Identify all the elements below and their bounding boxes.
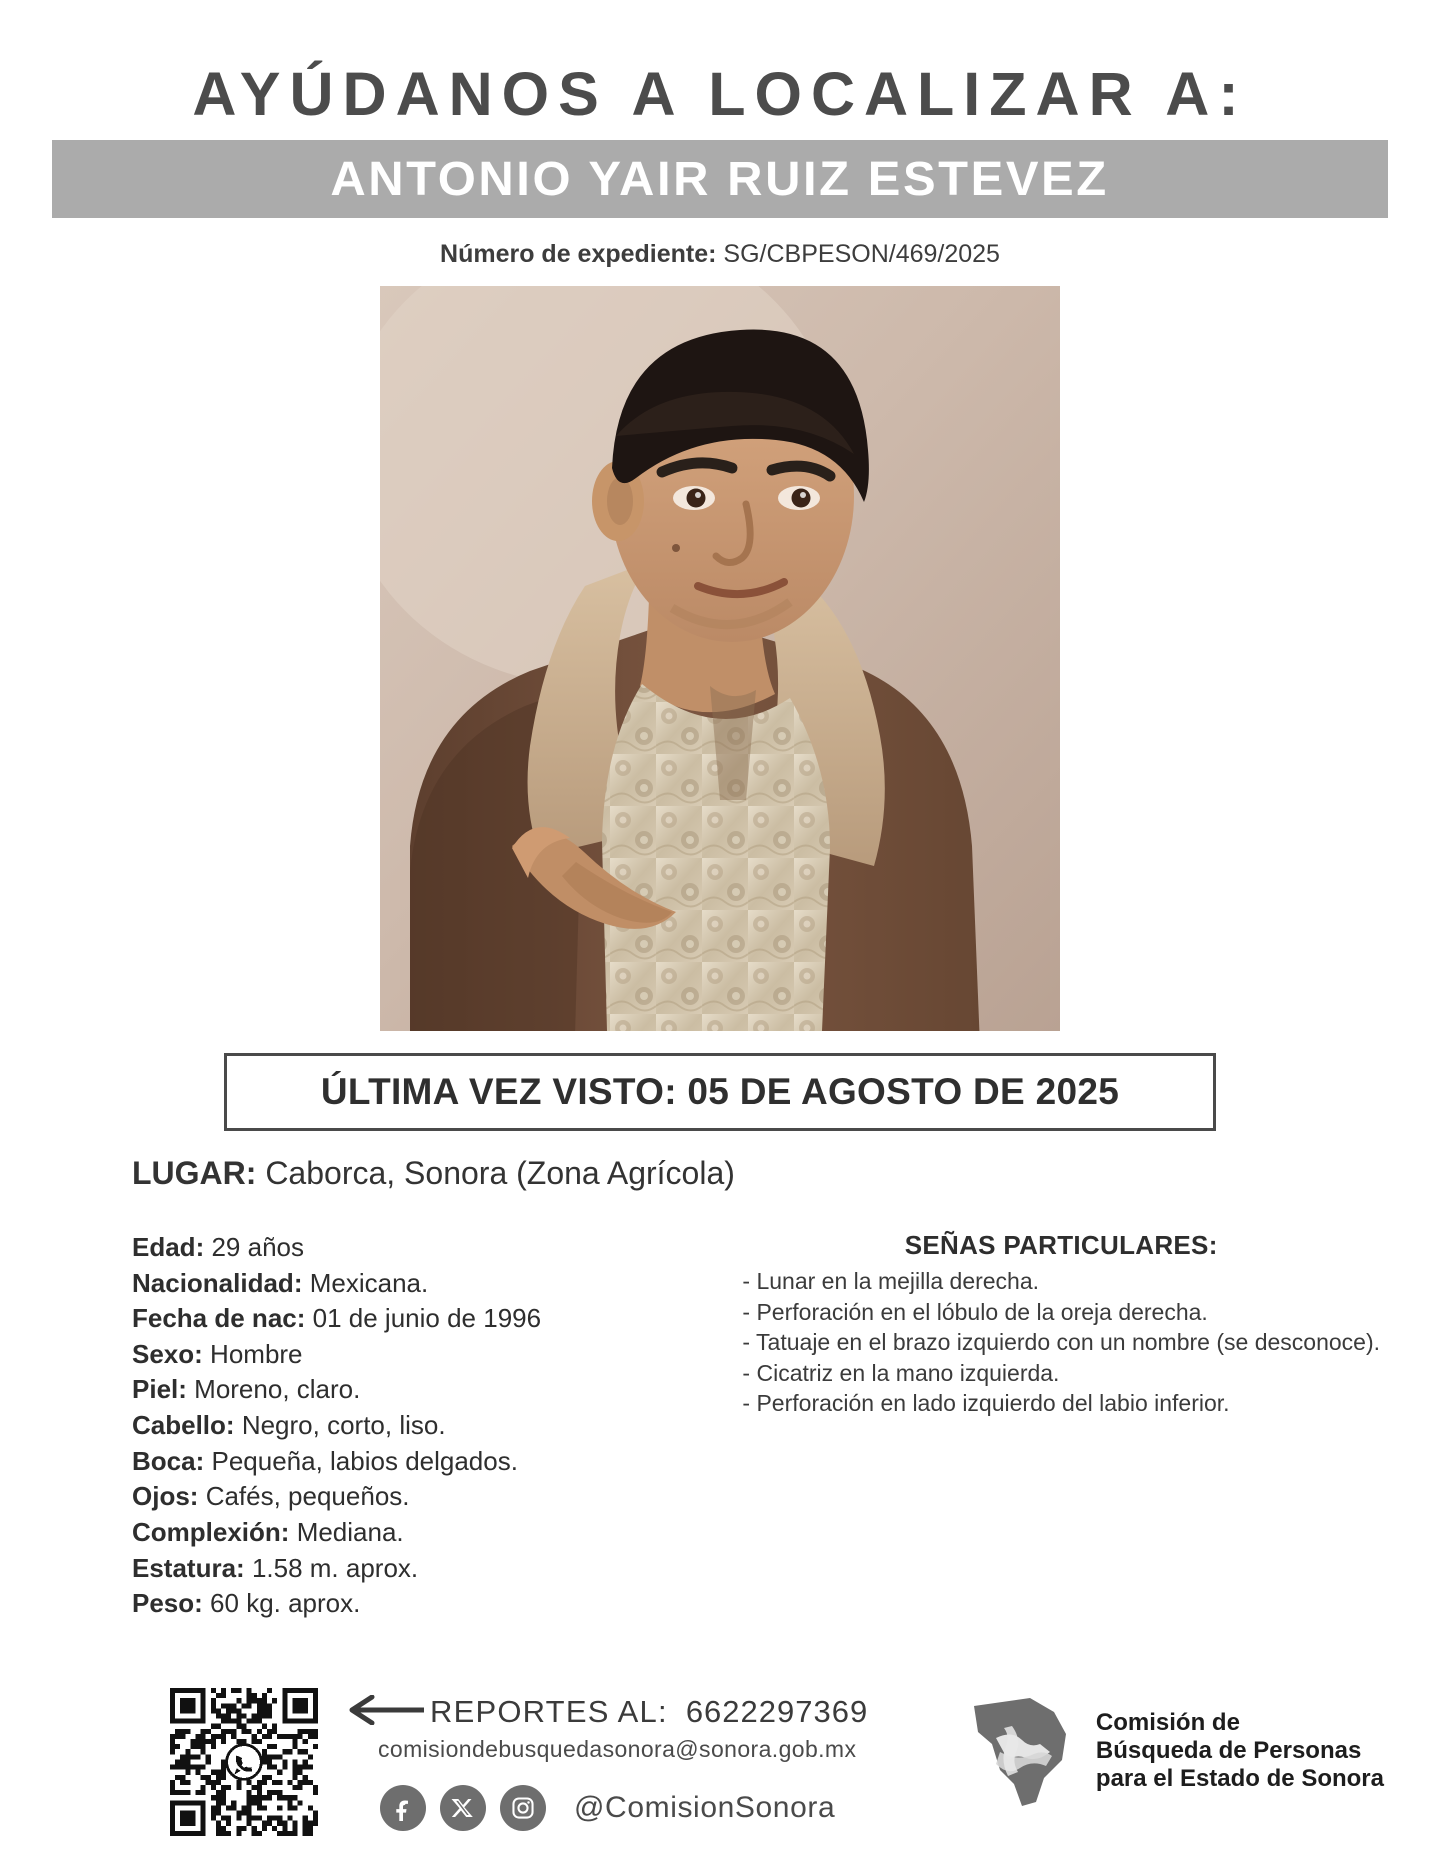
detail-label: Nacionalidad: xyxy=(132,1267,303,1298)
detail-row-peso xyxy=(132,1586,724,1622)
place-value: Caborca, Sonora (Zona Agrícola) xyxy=(265,1155,735,1192)
agency-logo xyxy=(970,1692,1384,1810)
detail-row-sexo xyxy=(132,1337,724,1373)
facebook-icon[interactable] xyxy=(380,1785,426,1831)
detail-label: Cabello: xyxy=(132,1410,235,1441)
detail-label: Boca: xyxy=(132,1445,205,1476)
detail-label: Sexo: xyxy=(132,1338,203,1369)
details-section xyxy=(0,1230,1440,1622)
detail-value: Mediana. xyxy=(296,1516,404,1547)
detail-row-complexion xyxy=(132,1515,724,1551)
detail-label: Complexión: xyxy=(132,1516,290,1547)
agency-name-line-3: para el Estado de Sonora xyxy=(1095,1765,1384,1793)
detail-value: 60 kg. aprox. xyxy=(210,1588,361,1619)
sonora-state-hands-icon xyxy=(970,1692,1082,1810)
detail-row-estatura xyxy=(132,1551,724,1587)
detail-row-ojos xyxy=(132,1479,724,1515)
last-seen-box xyxy=(224,1053,1216,1131)
detail-label: Ojos: xyxy=(132,1481,199,1512)
detail-row-cabello xyxy=(132,1408,724,1444)
detail-value: Negro, corto, liso. xyxy=(241,1410,446,1441)
instagram-icon[interactable] xyxy=(500,1785,546,1831)
detail-row-edad xyxy=(132,1230,724,1266)
detail-row-piel xyxy=(132,1372,724,1408)
distinguishing-marks-section xyxy=(724,1230,1380,1622)
detail-label: Edad: xyxy=(132,1232,205,1263)
detail-label: Estatura: xyxy=(132,1552,245,1583)
social-media-row xyxy=(380,1785,970,1831)
left-arrow-icon xyxy=(348,1695,426,1730)
case-file-label: Número de expediente: xyxy=(440,240,717,269)
detail-value: Moreno, claro. xyxy=(194,1374,361,1405)
qr-code-image xyxy=(170,1688,318,1836)
distinguishing-mark-item: - Lunar en la mejilla derecha. xyxy=(742,1268,1040,1295)
person-name: ANTONIO YAIR RUIZ ESTEVEZ xyxy=(330,152,1110,206)
last-seen-text: ÚLTIMA VEZ VISTO: 05 DE AGOSTO DE 2025 xyxy=(320,1071,1120,1113)
distinguishing-mark-item: - Perforación en el lóbulo de la oreja derecha. xyxy=(742,1298,1208,1325)
distinguishing-mark-item: - Perforación en lado izquierdo del labio inferior. xyxy=(742,1390,1230,1417)
detail-row-boca xyxy=(132,1444,724,1480)
person-name-banner xyxy=(52,140,1388,218)
detail-value: 01 de junio de 1996 xyxy=(312,1303,542,1334)
detail-row-fecha-de-nac xyxy=(132,1301,724,1337)
report-email[interactable]: comisiondebusquedasonora@sonora.gob.mx xyxy=(378,1736,857,1762)
detail-label: Peso: xyxy=(132,1588,203,1619)
place-line xyxy=(132,1155,1440,1192)
detail-label: Fecha de nac: xyxy=(132,1303,306,1334)
physical-description-list xyxy=(132,1230,724,1622)
case-file-value: SG/CBPESON/469/2025 xyxy=(723,240,1000,269)
page-title: AYÚDANOS A LOCALIZAR A: xyxy=(192,60,1248,128)
detail-value: 1.58 m. aprox. xyxy=(251,1552,419,1583)
x-twitter-icon[interactable] xyxy=(440,1785,486,1831)
contact-block xyxy=(348,1694,970,1831)
detail-value: 29 años xyxy=(211,1232,304,1263)
distinguishing-marks-title: SEÑAS PARTICULARES: xyxy=(904,1230,1218,1261)
detail-label: Piel: xyxy=(132,1374,187,1405)
social-handle[interactable]: @ComisionSonora xyxy=(574,1791,836,1824)
photo-illustration xyxy=(380,286,1060,1031)
reports-label: REPORTES AL: xyxy=(430,1694,668,1729)
detail-value: Hombre xyxy=(210,1338,303,1369)
agency-name-line-2: Búsqueda de Personas xyxy=(1095,1736,1362,1764)
person-photo xyxy=(380,286,1060,1031)
detail-value: Pequeña, labios delgados. xyxy=(211,1445,518,1476)
detail-value: Mexicana. xyxy=(309,1267,429,1298)
reports-row xyxy=(348,1694,970,1730)
detail-row-nacionalidad xyxy=(132,1266,724,1302)
footer xyxy=(0,1688,1440,1836)
place-label: LUGAR: xyxy=(132,1155,257,1192)
agency-name xyxy=(1096,1709,1384,1794)
report-phone-number[interactable]: 6622297369 xyxy=(685,1694,869,1729)
qr-code-whatsapp[interactable] xyxy=(170,1688,318,1836)
detail-value: Cafés, pequeños. xyxy=(205,1481,410,1512)
agency-name-line-1: Comisión de xyxy=(1095,1708,1240,1736)
distinguishing-mark-item: - Tatuaje en el brazo izquierdo con un nombre (se desconoce). xyxy=(742,1329,1380,1356)
distinguishing-mark-item: - Cicatriz en la mano izquierda. xyxy=(742,1359,1060,1386)
case-file-line xyxy=(0,240,1440,269)
